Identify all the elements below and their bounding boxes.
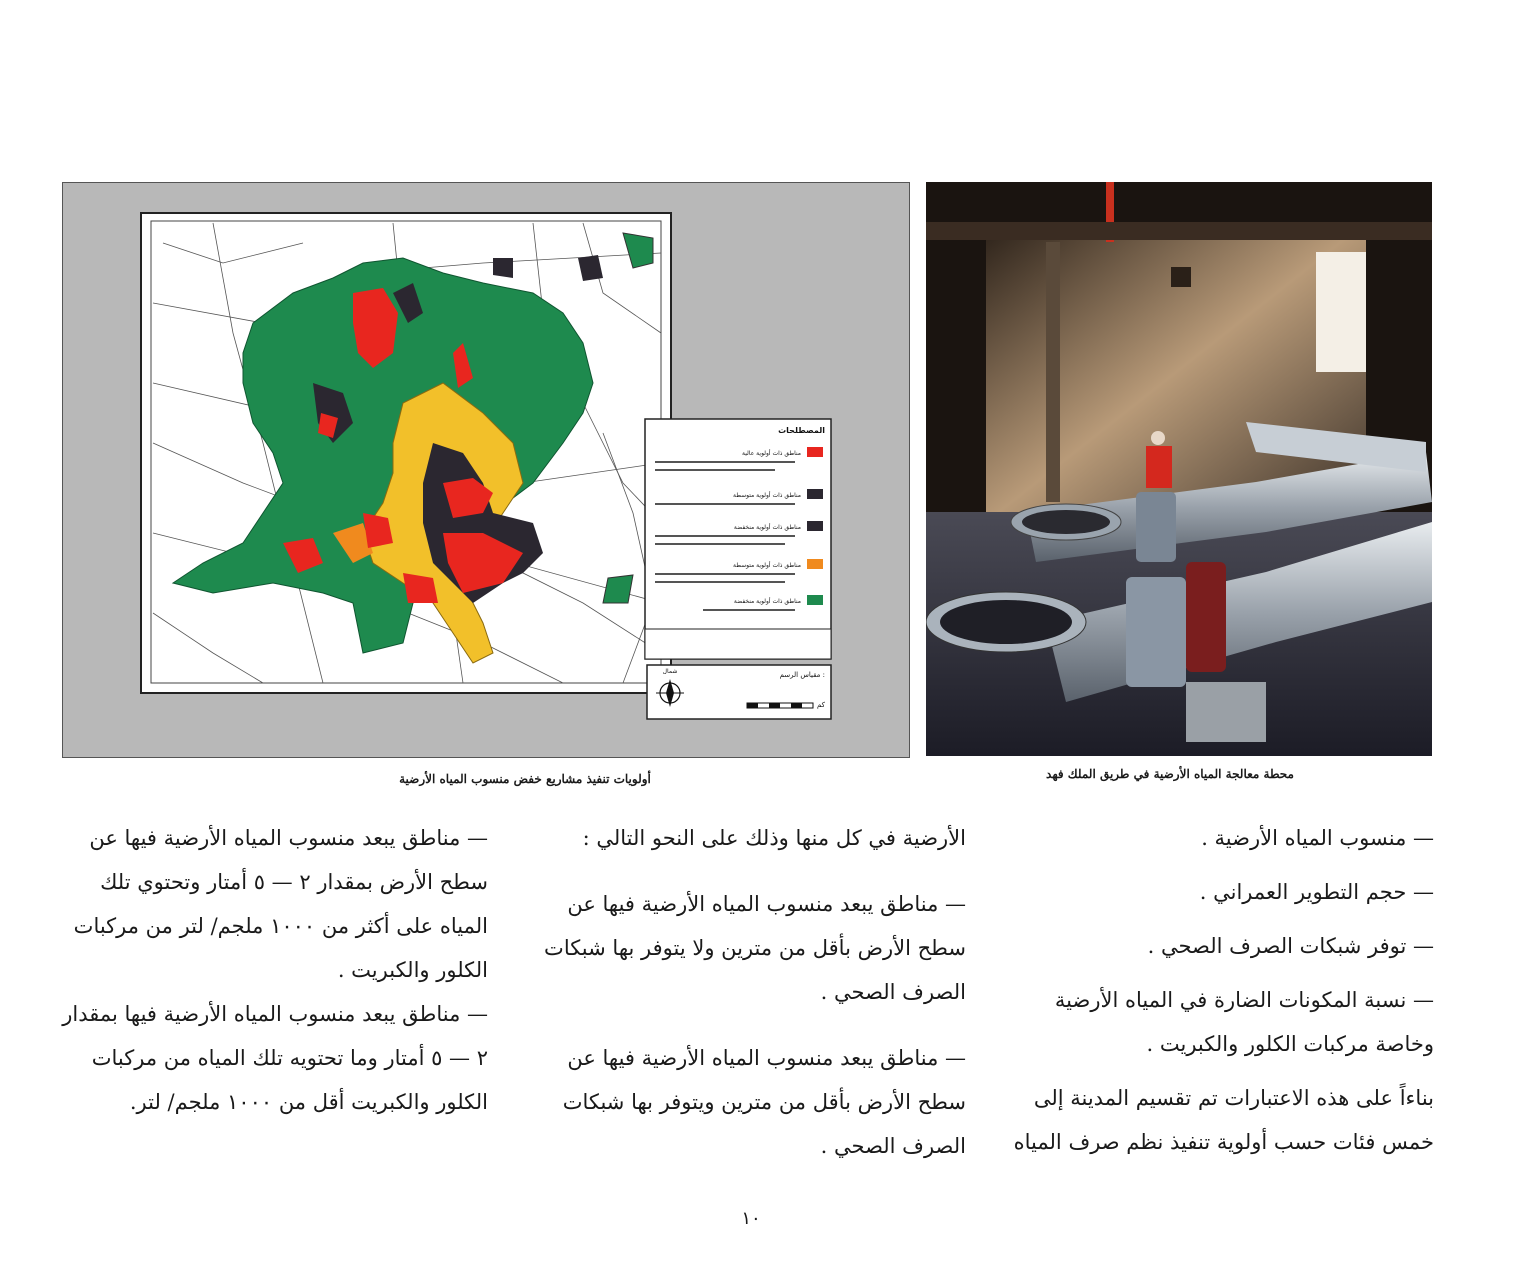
pipe-support [1186, 682, 1266, 742]
legend-swatch-orange [807, 559, 823, 569]
legend-title: المصطلحات [778, 426, 825, 435]
paragraph: — نسبة المكونات الضارة في المياه الأرضية وخاصة مركبات الكلور والكبريت . [1054, 988, 1434, 1056]
paragraph: الأرضية في كل منها وذلك على النحو التالي : [582, 826, 966, 850]
legend-hint-line [655, 543, 785, 545]
priority-map [63, 183, 909, 757]
pipe-opening-lower-inner [940, 600, 1072, 644]
scale-bar [747, 703, 813, 708]
red-flange [1186, 562, 1226, 672]
legend-hint-line [655, 461, 795, 463]
legend-hint-line [655, 581, 785, 583]
paragraph: — مناطق يبعد منسوب المياه الأرضية فيها عن سطح الأرض بأقل من مترين ولا يتوفر بها شبكات الصرف الصحي . [544, 892, 966, 1004]
treatment-plant-photo [926, 182, 1432, 756]
legend-hint-line [655, 503, 795, 505]
scale-unit: كم [817, 701, 825, 709]
legend-swatch-green [807, 595, 823, 605]
legend-box [645, 419, 831, 659]
paragraph: — مناطق يبعد منسوب المياه الأرضية فيها بمقدار ٢ — ٥ أمتار وما تحتويه تلك المياه من مركبات الكلور والكبريت أقل من ١٠٠٠ ملجم/ لتر. [62, 1002, 488, 1114]
priority-map-figure [62, 182, 910, 758]
page-number: ١٠ [741, 1208, 761, 1229]
legend-label: مناطق ذات أولوية متوسطة [732, 562, 801, 569]
ceiling-beam [926, 222, 1432, 240]
legend-swatch-dark2 [807, 521, 823, 531]
paragraph: — توفر شبكات الصرف الصحي . [1147, 934, 1434, 958]
coupling-upper [1136, 492, 1176, 562]
legend-label: مناطق ذات أولوية منخفضة [733, 524, 801, 531]
pipe-opening-upper-inner [1022, 510, 1110, 534]
window [1316, 252, 1366, 372]
green-patch-se [603, 575, 633, 603]
coupling [1126, 577, 1186, 687]
legend-label: مناطق ذات أولوية متوسطة [732, 492, 801, 499]
legend-swatch-dark [807, 489, 823, 499]
map-caption: أولويات تنفيذ مشاريع خفض منسوب المياه الأرضية [399, 772, 651, 786]
legend-label: مناطق ذات أولوية عالية [742, 450, 801, 457]
legend-hint-line [703, 609, 795, 611]
legend-hint-line [655, 573, 795, 575]
legend-hint-line [655, 535, 795, 537]
legend-footer [645, 629, 831, 659]
concrete-column [1046, 242, 1060, 502]
north-label: شمال [662, 668, 678, 675]
paragraph: — منسوب المياه الأرضية . [1201, 826, 1434, 850]
photo-caption: محطة معالجة المياه الأرضية في طريق الملك فهد [1046, 767, 1294, 781]
legend-swatch-high [807, 447, 823, 457]
scale-label: مقياس الرسم : [779, 671, 825, 679]
photo-illustration [926, 182, 1432, 756]
text-column-left [60, 816, 488, 1124]
paragraph: — مناطق يبعد منسوب المياه الأرضية فيها عن سطح الأرض بأقل من مترين ويتوفر بها شبكات الصرف الصحي . [562, 1046, 966, 1158]
wall-vent [1171, 267, 1191, 287]
text-column-right [1008, 816, 1434, 1164]
dark-patch-ne [493, 258, 513, 278]
paragraph: — مناطق يبعد منسوب المياه الأرضية فيها عن سطح الأرض بمقدار ٢ — ٥ أمتار وتحتوي تلك المياه على أكثر من ١٠٠٠ ملجم/ لتر من مركبات الكلور والكبريت . [73, 826, 488, 982]
paragraph: — حجم التطوير العمراني . [1199, 880, 1434, 904]
legend-label: مناطق ذات أولوية منخفضة [733, 598, 801, 605]
text-column-middle [534, 816, 966, 1168]
paragraph: بناءاً على هذه الاعتبارات تم تقسيم المدينة إلى خمس فئات حسب أولوية تنفيذ نظم صرف المياه [1013, 1086, 1434, 1154]
legend-hint-line [655, 469, 775, 471]
